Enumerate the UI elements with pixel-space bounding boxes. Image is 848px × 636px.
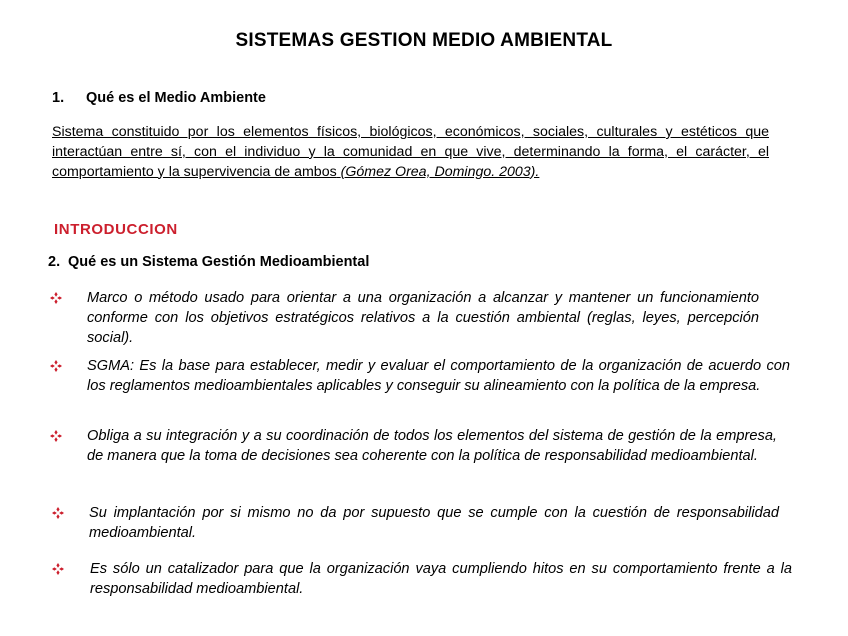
definition-text: Sistema constituido por los elementos físicos, biológicos, económicos, sociales, culturales y estéticos que interactúan entre sí, con el individuo y la comunidad en que vive, determinando la forma, el carácter, el comportamiento y la supervivencia de ambos bbox=[52, 124, 769, 180]
section-1-number: 1. bbox=[52, 90, 65, 106]
diamond-bullet-icon bbox=[50, 289, 64, 307]
introduction-label: INTRODUCCION bbox=[54, 221, 178, 238]
diamond-bullet-icon bbox=[52, 560, 66, 578]
environment-definition bbox=[52, 123, 769, 182]
bullet-text: Su implantación por si mismo no da por supuesto que se cumple con la cuestión de responsabilidad medioambiental. bbox=[89, 505, 779, 541]
diamond-bullet-icon bbox=[50, 357, 64, 375]
document-title: SISTEMAS GESTION MEDIO AMBIENTAL bbox=[235, 30, 613, 51]
definition-citation: (Gómez Orea, Domingo. 2003). bbox=[340, 163, 540, 180]
diamond-bullet-icon bbox=[52, 504, 66, 522]
section-1-heading bbox=[52, 90, 266, 106]
diamond-bullet-icon bbox=[50, 427, 64, 445]
section-2-title: Qué es un Sistema Gestión Medioambiental bbox=[68, 254, 370, 270]
bullet-text: Es sólo un catalizador para que la organización vaya cumpliendo hitos en su comportamiento frente a la responsabilidad medioambiental. bbox=[90, 561, 792, 597]
section-2-heading bbox=[48, 254, 369, 270]
bullet-text: SGMA: Es la base para establecer, medir y evaluar el comportamiento de la organización de acuerdo con los reglamentos medioambientales aplicables y conseguir su alineamiento con la política de la empresa. bbox=[87, 358, 790, 394]
bullet-text: Obliga a su integración y a su coordinación de todos los elementos del sistema de gestión de la empresa, de manera que la toma de decisiones sea coherente con la política de responsabilidad medioambiental. bbox=[87, 428, 777, 464]
bullet-text: Marco o método usado para orientar a una organización a alcanzar y mantener un funcionamiento conforme con los objetivos estratégicos relativos a la cuestión ambiental (reglas, leyes, percepción social). bbox=[87, 290, 759, 346]
section-2-number: 2. bbox=[48, 254, 61, 270]
section-1-title: Qué es el Medio Ambiente bbox=[86, 90, 266, 106]
